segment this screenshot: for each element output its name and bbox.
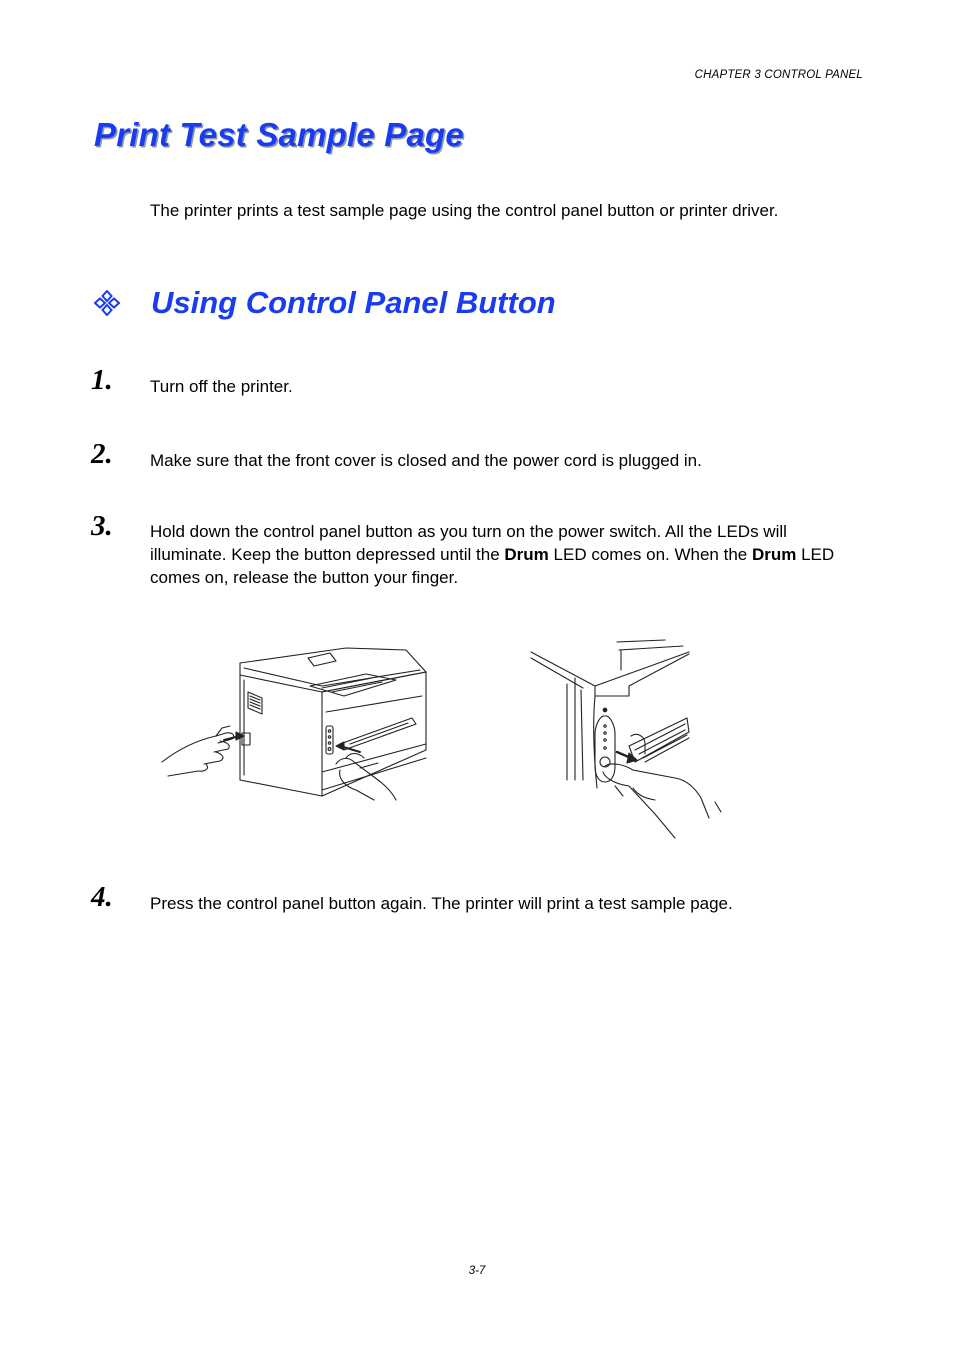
printer-power-switch-illustration [160, 640, 440, 805]
step-text-part: Hold down the control panel button as you turn on the power switch. All the LEDs will illuminate. Keep the button depressed until the [150, 522, 787, 564]
step-text: Turn off the printer. [150, 377, 293, 396]
section-heading [94, 285, 556, 321]
step-text [150, 520, 862, 589]
page-number: 3-7 [468, 1265, 486, 1277]
step-number: 1. [91, 364, 113, 396]
control-panel-button-illustration [525, 638, 735, 846]
step-text: Press the control panel button again. The printer will print a test sample page. [150, 894, 733, 913]
step-text-part: LED comes on, release the button your finger. [150, 545, 835, 587]
step-text: Make sure that the front cover is closed and the power cord is plugged in. [150, 451, 702, 470]
step-number: 3. [91, 510, 113, 542]
intro-paragraph: The printer prints a test sample page using the control panel button or printer driver. [150, 201, 779, 220]
step-number: 4. [91, 881, 113, 913]
drum-led-label: Drum [504, 545, 549, 564]
page-title: Print Test Sample Page [94, 116, 464, 153]
four-diamond-icon [94, 290, 120, 316]
step-text-part: LED comes on. When the [548, 545, 752, 564]
step-number: 2. [91, 438, 113, 470]
drum-led-label: Drum [751, 545, 797, 564]
chapter-header: CHAPTER 3 CONTROL PANEL [694, 69, 863, 81]
section-title: Using Control Panel Button [151, 285, 556, 320]
